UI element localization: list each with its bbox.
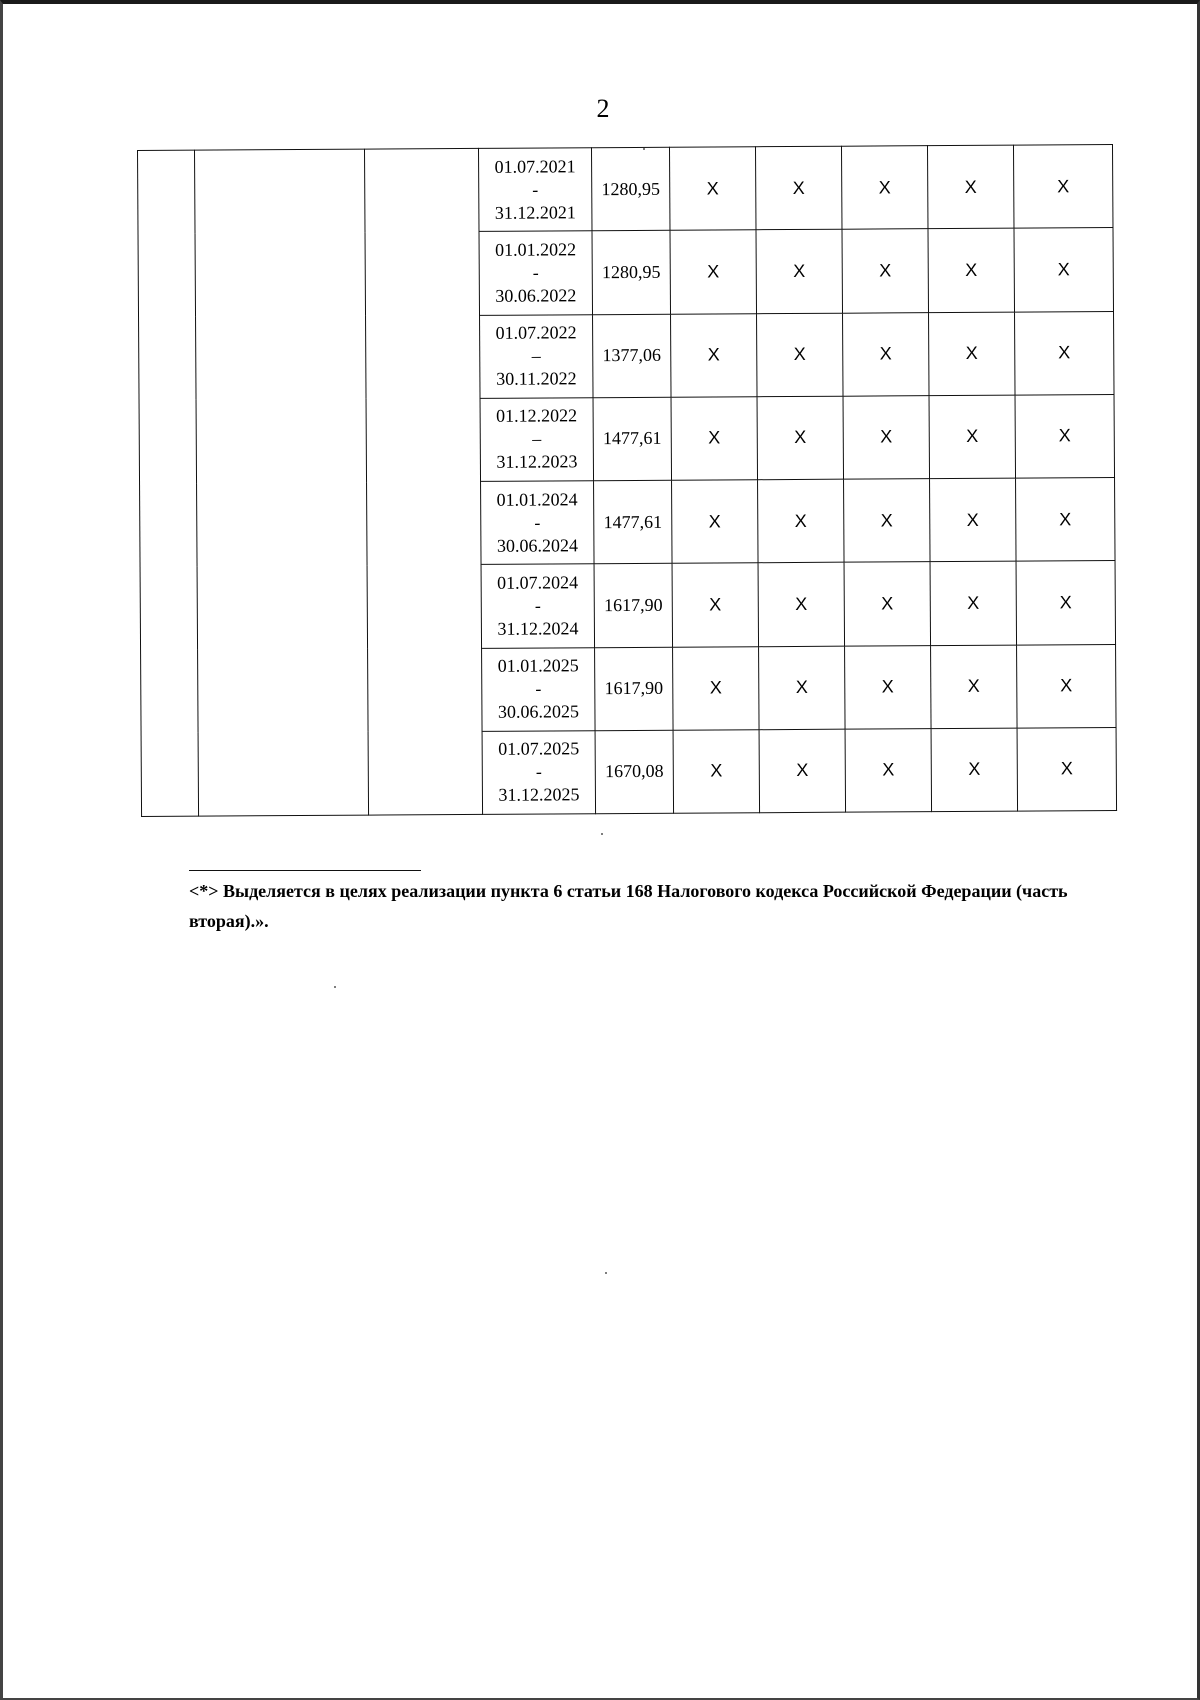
x-mark-cell: X [1013, 145, 1113, 229]
tariff-value-cell: 1477,61 [593, 397, 672, 481]
tariff-value-cell: 1617,90 [595, 647, 674, 731]
period-end: 30.11.2022 [496, 368, 577, 389]
x-mark-cell: X [931, 728, 1018, 812]
period-start: 01.01.2025 [497, 655, 579, 676]
table-row [138, 145, 1113, 234]
period-dash: - [535, 678, 542, 699]
period-cell [482, 730, 596, 814]
x-mark-cell: X [671, 396, 758, 480]
period-end: 30.06.2024 [496, 534, 578, 556]
tariff-value-cell: 1280,95 [591, 147, 670, 231]
scan-speck [643, 148, 645, 150]
period-dash: - [534, 512, 541, 533]
blank-column-3 [364, 148, 482, 815]
x-mark-cell: X [672, 563, 759, 647]
period-dash: - [534, 595, 541, 616]
period-end: 30.06.2025 [497, 701, 579, 722]
period-start: 01.01.2022 [495, 239, 577, 260]
scan-speck [605, 1272, 607, 1274]
x-mark-cell: X [843, 395, 930, 479]
scan-speck [601, 833, 603, 835]
x-mark-cell: X [927, 145, 1014, 229]
footnote-separator [189, 870, 421, 871]
period-end: 30.06.2022 [495, 285, 577, 306]
period-cell [480, 314, 594, 398]
footnote-text: <*> Выделяется в целях реализации пункта 6 статьи 168 Налогового кодекса Российской Федерации (часть вторая).». [189, 881, 1068, 931]
period-start: 01.07.2025 [498, 738, 580, 760]
blank-column-2 [195, 149, 369, 816]
period-end: 31.12.2021 [494, 201, 576, 223]
period-cell [479, 231, 593, 315]
x-mark-cell: X [845, 728, 932, 812]
table-body [138, 145, 1117, 817]
x-mark-cell: X [1017, 644, 1117, 728]
period-end: 31.12.2024 [497, 618, 579, 639]
period-dash: – [531, 345, 541, 366]
period-cell [482, 647, 596, 731]
period-start: 01.07.2024 [497, 572, 579, 593]
x-mark-cell: X [758, 562, 845, 646]
x-mark-cell: X [757, 396, 844, 480]
x-mark-cell: X [673, 646, 760, 730]
period-end: 31.12.2025 [498, 784, 580, 806]
x-mark-cell: X [756, 229, 843, 313]
period-start: 01.12.2022 [496, 405, 578, 427]
period-dash: - [532, 262, 539, 283]
x-mark-cell: X [930, 561, 1017, 645]
x-mark-cell: X [672, 480, 759, 564]
period-start: 01.07.2021 [494, 155, 576, 177]
x-mark-cell: X [673, 729, 760, 813]
x-mark-cell: X [844, 562, 931, 646]
x-mark-cell: X [844, 479, 931, 563]
x-mark-cell: X [931, 645, 1018, 729]
blank-column-1 [138, 150, 199, 816]
x-mark-cell: X [670, 230, 757, 314]
x-mark-cell: X [1015, 311, 1115, 395]
x-mark-cell: X [928, 228, 1015, 312]
scan-speck [334, 986, 336, 988]
x-mark-cell: X [841, 146, 928, 230]
tariff-value-cell: 1280,95 [592, 230, 671, 314]
period-dash: - [532, 179, 539, 200]
period-cell [481, 564, 595, 648]
period-cell [480, 397, 594, 481]
period-cell [481, 481, 595, 565]
period-end: 31.12.2023 [496, 451, 578, 473]
x-mark-cell: X [759, 729, 846, 813]
x-mark-cell: X [845, 645, 932, 729]
x-mark-cell: X [1016, 478, 1116, 562]
period-dash: – [532, 428, 542, 449]
x-mark-cell: X [1016, 561, 1116, 645]
x-mark-cell: X [930, 478, 1017, 562]
tariff-value-cell: 1377,06 [593, 314, 672, 398]
page-number: 2 [596, 94, 610, 123]
tariff-table [137, 144, 1117, 817]
x-mark-cell: X [671, 313, 758, 397]
x-mark-cell: X [755, 146, 842, 230]
tariff-value-cell: 1477,61 [594, 480, 673, 564]
x-mark-cell: X [758, 479, 845, 563]
x-mark-cell: X [1014, 228, 1114, 312]
x-mark-cell: X [842, 229, 929, 313]
period-cell [478, 148, 592, 232]
tariff-value-cell: 1670,08 [595, 730, 674, 814]
x-mark-cell: X [929, 312, 1016, 396]
x-mark-cell: X [1017, 727, 1117, 811]
x-mark-cell: X [669, 147, 756, 231]
x-mark-cell: X [929, 395, 1016, 479]
tariff-value-cell: 1617,90 [594, 563, 673, 647]
x-mark-cell: X [757, 313, 844, 397]
x-mark-cell: X [843, 312, 930, 396]
period-start: 01.07.2022 [495, 322, 577, 343]
x-mark-cell: X [1015, 394, 1115, 478]
period-dash: - [535, 761, 542, 782]
x-mark-cell: X [759, 646, 846, 730]
period-start: 01.01.2024 [496, 488, 578, 510]
